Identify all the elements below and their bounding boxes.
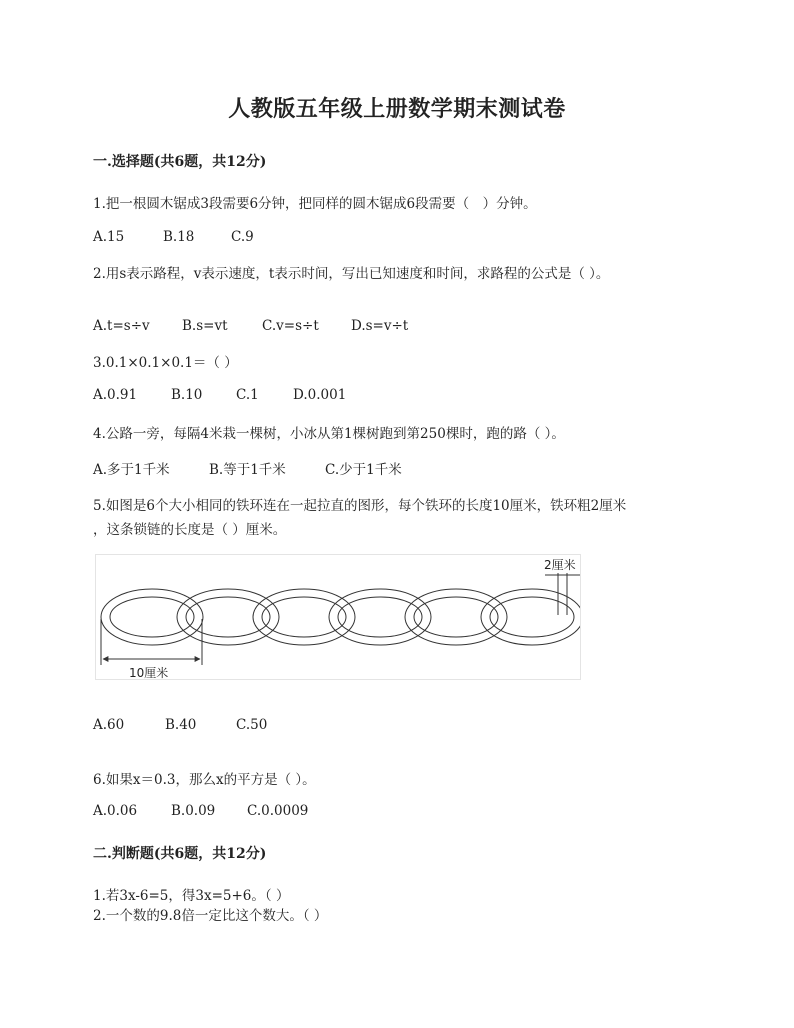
- option-a: A.t=s÷v: [93, 318, 150, 334]
- ring-inner: [414, 597, 498, 637]
- option-c: C.9: [231, 229, 254, 245]
- option-a: A.多于1千米: [93, 462, 170, 478]
- page-title: 人教版五年级上册数学期末测试卷: [228, 96, 566, 122]
- chain-diagram: [96, 555, 580, 679]
- judgement-item-2: 2.一个数的9.8倍一定比这个数大。（ ）: [93, 908, 328, 924]
- ring-inner: [110, 597, 194, 637]
- question-5-options: [93, 717, 267, 733]
- option-c: C.v=s÷t: [262, 318, 319, 334]
- question-1-options: [93, 229, 254, 245]
- option-c: C.0.0009: [247, 803, 309, 819]
- thickness-label: 2厘米: [544, 558, 576, 572]
- question-2: 2.用s表示路程，v表示速度，t表示时间，写出已知速度和时间，求路程的公式是（ ）。: [93, 266, 610, 282]
- option-d: D.s=v÷t: [351, 318, 409, 334]
- question-5-line-1: 5.如图是6个大小相同的铁环连在一起拉直的图形，每个铁环的长度10厘米，铁环粗2厘米: [93, 498, 627, 514]
- ring-inner: [338, 597, 422, 637]
- option-b: B.10: [171, 387, 203, 403]
- option-c: C.少于1千米: [325, 462, 402, 478]
- question-4: 4.公路一旁，每隔4米栽一棵树，小冰从第1棵树跑到第250棵时，跑的路（ ）。: [93, 426, 565, 442]
- option-b: B.0.09: [171, 803, 216, 819]
- chain-figure: [95, 554, 581, 680]
- section-heading-choice: 一.选择题(共6题，共12分): [93, 154, 267, 170]
- section-heading-judgement: 二.判断题(共6题，共12分): [93, 846, 267, 862]
- question-2-options: [93, 318, 408, 334]
- option-a: A.0.06: [93, 803, 138, 819]
- option-d: D.0.001: [293, 387, 347, 403]
- question-6-options: [93, 803, 308, 819]
- option-a: A.0.91: [93, 387, 138, 403]
- option-a: A.15: [93, 229, 125, 245]
- ring-inner: [186, 597, 270, 637]
- ring-inner: [490, 597, 574, 637]
- option-b: B.18: [163, 229, 195, 245]
- question-1: 1.把一根圆木锯成3段需要6分钟，把同样的圆木锯成6段需要（ ）分钟。: [93, 196, 537, 212]
- option-b: B.等于1千米: [209, 462, 286, 478]
- option-c: C.50: [236, 717, 268, 733]
- option-c: C.1: [236, 387, 259, 403]
- ring-inner: [262, 597, 346, 637]
- question-3: 3.0.1×0.1×0.1＝（ ）: [93, 355, 238, 371]
- question-6: 6.如果x＝0.3，那么x的平方是（ ）。: [93, 772, 316, 788]
- question-5-line-2: ，这条锁链的长度是（ ）厘米。: [93, 522, 287, 538]
- judgement-item-1: 1.若3x-6=5，得3x=5+6。（ ）: [93, 888, 290, 904]
- question-3-options: [93, 387, 346, 403]
- question-4-options: [93, 458, 402, 478]
- rings-group: [101, 589, 580, 645]
- option-b: B.s=vt: [182, 318, 228, 334]
- option-b: B.40: [165, 717, 197, 733]
- length-label: 10厘米: [129, 666, 169, 679]
- option-a: A.60: [93, 717, 125, 733]
